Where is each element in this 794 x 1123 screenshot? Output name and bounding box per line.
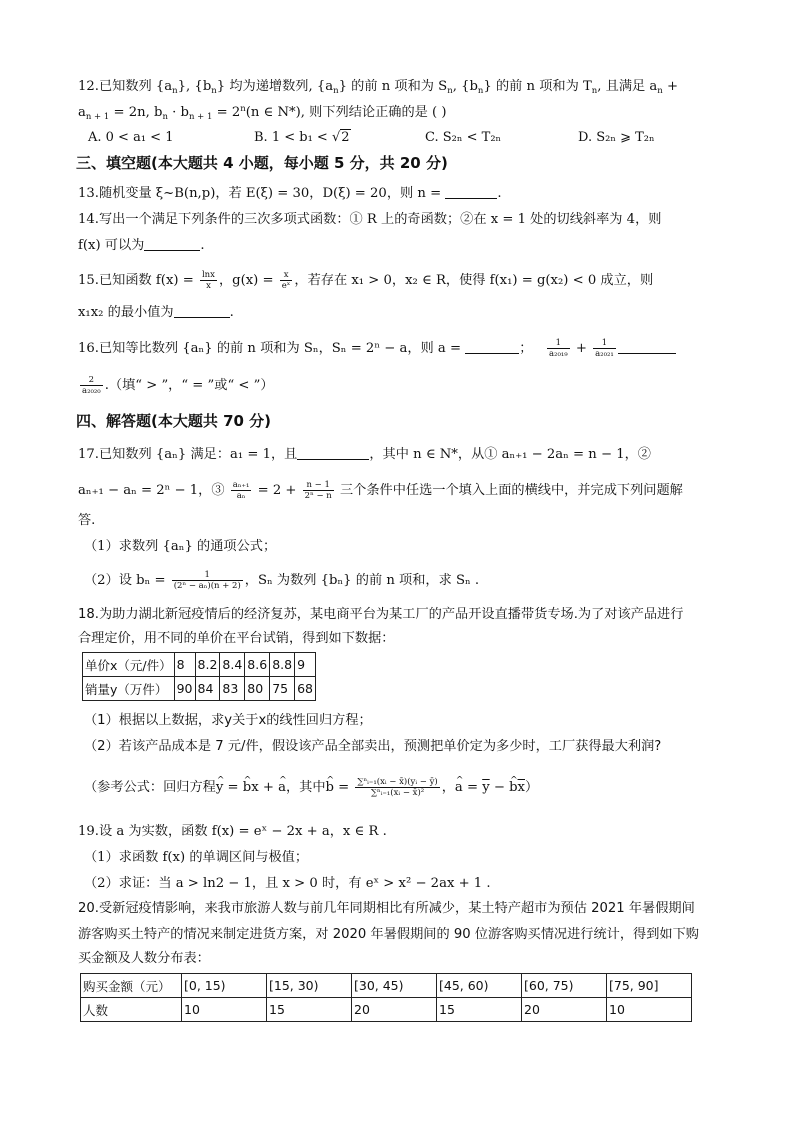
q14-line1: 14.写出一个满足下列条件的三次多项式函数：① R 上的奇函数；②在 x = 1 处的切线斜率为 4，则 bbox=[78, 212, 662, 227]
table-row-label: 人数 bbox=[81, 998, 182, 1022]
q14-line2: f(x) 可以为 . bbox=[78, 238, 205, 253]
table-cell: 8.2 bbox=[195, 653, 220, 677]
q17-term-fraction: $\frac{n - 1}{\text{2ⁿ − n}}$ bbox=[304, 480, 332, 501]
q12-option-b: B. 1 < b₁ < √2 bbox=[254, 130, 350, 145]
table-cell: [0, 15) bbox=[182, 974, 267, 998]
q19-line1: 19.设 a 为实数，函数 f(x) = eˣ − 2x + a，x ∈ R . bbox=[78, 824, 387, 839]
q16-fraction-2: $\frac{1}{\text{a₂₀₂₁}}$ bbox=[595, 338, 614, 359]
q19-sub2: （2）求证：当 a > ln2 − 1，且 x > 0 时，有 eˣ > x² − 2ax + 1 . bbox=[84, 876, 491, 891]
q16-line2: $\frac{2}{\text{a₂₀₂₀}}$ .（填“ > ”，“ = ”或“ < ”） bbox=[82, 375, 274, 396]
table-cell: [30, 45) bbox=[352, 974, 437, 998]
table-cell: 15 bbox=[267, 998, 352, 1022]
q15-g-fraction: $\frac{x}{\text{eˣ}}$ bbox=[281, 270, 291, 291]
q16-fraction-1: $\frac{1}{\text{a₂₀₁₉}}$ bbox=[548, 338, 568, 359]
table-row-label: 销量y（万件） bbox=[83, 677, 175, 701]
table-row bbox=[81, 974, 692, 998]
q16-answer-blank-a[interactable] bbox=[465, 341, 519, 354]
q20-line2: 游客购买土特产的情况来制定进货方案，对 2020 年暑假期间的 90 位游客购买情况进行统计，得到如下购 bbox=[78, 927, 699, 942]
table-cell: 68 bbox=[295, 677, 316, 701]
section-3-heading: 三、填空题(本大题共 4 小题，每小题 5 分，共 20 分) bbox=[76, 154, 448, 172]
table-cell: 8.4 bbox=[220, 653, 245, 677]
q16-line1: 16.已知等比数列 {aₙ} 的前 n 项和为 Sₙ，Sₙ = 2ⁿ − a，则 a = ； $\frac{1}{\text{a₂₀₁₉}}$ + $\frac{1}{\text{a₂₀₂₁}}$ bbox=[78, 338, 676, 359]
q17-ratio-fraction: $\frac{\text{aₙ₊₁}}{\text{aₙ}}$ bbox=[232, 480, 250, 501]
table-cell: 8.8 bbox=[270, 653, 295, 677]
table-row bbox=[83, 653, 316, 677]
table-cell: 8.6 bbox=[245, 653, 270, 677]
table-cell: 8 bbox=[174, 653, 195, 677]
table-cell: 90 bbox=[174, 677, 195, 701]
table-cell: 20 bbox=[352, 998, 437, 1022]
table-cell: [15, 30) bbox=[267, 974, 352, 998]
q15-f-fraction: $\frac{\ln x}{x}$ bbox=[201, 270, 215, 291]
q17-line2: aₙ₊₁ − aₙ = 2ⁿ − 1，③ $\frac{\text{aₙ₊₁}}{\text{aₙ}}$ = 2 + $\frac{n - 1}{\text{2ⁿ − n}}$ 三个条件中任选一个填入上面的横线中，并完成下列问题解 bbox=[78, 480, 683, 501]
q14-answer-blank[interactable] bbox=[144, 238, 200, 251]
q18-sub1: （1）根据以上数据，求y关于x的线性回归方程； bbox=[84, 713, 372, 728]
q16-fraction-3: $\frac{2}{\text{a₂₀₂₀}}$ bbox=[82, 375, 101, 396]
table-cell: 84 bbox=[195, 677, 220, 701]
q17-line1: 17.已知数列 {aₙ} 满足：a₁ = 1，且 ，其中 n ∈ N*，从① aₙ₊₁ − 2aₙ = n − 1，② bbox=[78, 447, 651, 462]
q12-option-c: C. S₂ₙ < T₂ₙ bbox=[425, 130, 502, 145]
q18-b-formula-fraction: $\frac{\text{∑ⁿᵢ₌₁(xᵢ − x̄)(yᵢ − ȳ)}}{\text{∑ⁿᵢ₌₁(xᵢ − x̄)²}}$ bbox=[357, 777, 438, 798]
section-4-heading: 四、解答题(本大题共 70 分) bbox=[76, 412, 272, 430]
q18-data-table bbox=[82, 652, 316, 701]
table-cell: 75 bbox=[270, 677, 295, 701]
q15-line2: x₁x₂ 的最小值为 . bbox=[78, 305, 234, 320]
table-cell: 83 bbox=[220, 677, 245, 701]
q12-line2: $a_{n + 1} = 2n$, $b_n \cdot b_{n + 1} = 2^n(n$ ∈ N*), 则下列结论正确的是 ( ) bbox=[78, 104, 447, 122]
q18-reference-formula: （参考公式：回归方程^ y = ^ bx + ^ a，其中^ b = $\frac{\text{∑ⁿᵢ₌₁(xᵢ − x̄)(yᵢ − ȳ)}}{\text{∑ⁿᵢ₌₁(xᵢ − x̄)²}}$ ，^ $a = \overline{y}$ − ^ $b\overline{x}$） bbox=[84, 777, 538, 798]
table-cell: [75, 90] bbox=[607, 974, 692, 998]
q18-line2: 合理定价，用不同的单价在平台试销，得到如下数据： bbox=[78, 631, 395, 646]
table-cell: [60, 75) bbox=[522, 974, 607, 998]
q17-sub1: （1）求数列 {aₙ} 的通项公式； bbox=[84, 539, 277, 554]
q12-line1: 12.已知数列 $\{a_n\}$, $\{b_n\}$ 均为递增数列, $\{a_n\}$ 的前 n 项和为 $S_n$, $\{b_n\}$ 的前 n 项和为 $T_n$, 且满足 $a_n$ + bbox=[78, 79, 679, 96]
table-row bbox=[81, 998, 692, 1022]
table-cell: [45, 60) bbox=[437, 974, 522, 998]
table-cell: 10 bbox=[607, 998, 692, 1022]
q15-line1: 15.已知函数 f(x) = $\frac{\ln x}{x}$ ，g(x) = $\frac{x}{\text{eˣ}}$ ，若存在 x₁ > 0，x₂ ∈ R，使得 f(x₁) = g(x₂) < 0 成立，则 bbox=[78, 270, 654, 291]
q16-answer-blank-compare[interactable] bbox=[618, 341, 676, 354]
table-row-label: 单价x（元/件） bbox=[83, 653, 175, 677]
q20-distribution-table bbox=[80, 973, 692, 1022]
table-cell: 15 bbox=[437, 998, 522, 1022]
table-cell: 80 bbox=[245, 677, 270, 701]
q18-line1: 18.为助力湖北新冠疫情后的经济复苏，某电商平台为某工厂的产品开设直播带货专场.为了对该产品进行 bbox=[78, 607, 684, 622]
table-cell: 20 bbox=[522, 998, 607, 1022]
q18-sub2: （2）若该产品成本是 7 元/件，假设该产品全部卖出，预测把单价定为多少时，工厂获得最大利润? bbox=[84, 739, 662, 754]
table-cell: 10 bbox=[182, 998, 267, 1022]
table-row bbox=[83, 677, 316, 701]
table-row-label: 购买金额（元） bbox=[81, 974, 182, 998]
q17-b-fraction: $\frac{1}{\text{(2ⁿ − aₙ)(n + 2)}}$ bbox=[173, 570, 241, 591]
q17-condition-blank[interactable] bbox=[297, 447, 369, 460]
q13-answer-blank[interactable] bbox=[445, 186, 497, 199]
q19-sub1: （1）求函数 f(x) 的单调区间与极值； bbox=[84, 850, 309, 865]
table-cell: 9 bbox=[295, 653, 316, 677]
q17-sub2: （2）设 bₙ = $\frac{1}{\text{(2ⁿ − aₙ)(n + 2)}}$ ，Sₙ 为数列 {bₙ} 的前 n 项和，求 Sₙ . bbox=[84, 570, 480, 591]
q17-line3: 答. bbox=[78, 513, 96, 528]
q20-line3: 买金额及人数分布表： bbox=[78, 951, 210, 966]
q12-option-a: A. 0 < a₁ < 1 bbox=[88, 130, 174, 145]
q15-answer-blank[interactable] bbox=[174, 305, 230, 318]
q20-line1: 20.受新冠疫情影响，来我市旅游人数与前几年同期相比有所减少，某土特产超市为预估 2021 年暑假期间 bbox=[78, 901, 695, 916]
q13: 13.随机变量 ξ~B(n,p)，若 E(ξ) = 30，D(ξ) = 20，则 n = . bbox=[78, 186, 502, 201]
q12-option-d: D. S₂ₙ ⩾ T₂ₙ bbox=[578, 130, 655, 145]
